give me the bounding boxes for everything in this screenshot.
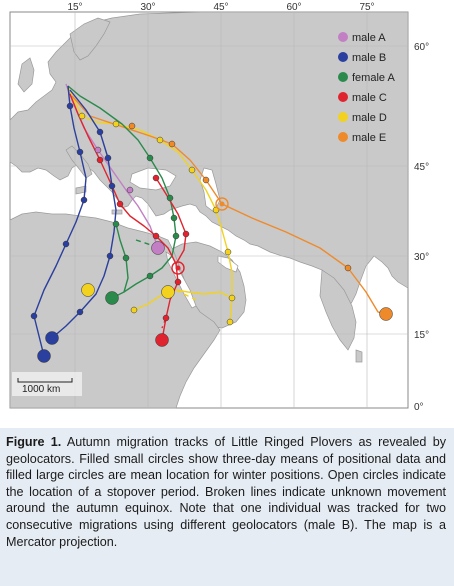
winter-male-d <box>82 284 95 297</box>
lon-label: 15° <box>67 2 83 13</box>
lon-label: 60° <box>286 2 302 13</box>
point-female-a <box>171 215 177 221</box>
point-male-b <box>77 149 83 155</box>
lat-label: 15° <box>414 330 430 341</box>
scale-bar <box>12 372 82 396</box>
caption-label: Figure 1. <box>6 435 62 449</box>
legend-marker <box>338 112 348 122</box>
stopover-male-c-inner <box>176 266 181 271</box>
point-male-c <box>153 233 159 239</box>
point-male-c <box>117 201 123 207</box>
point-male-e <box>169 141 175 147</box>
point-male-c <box>163 315 169 321</box>
longitude-labels <box>67 2 374 13</box>
winter-male-b-2 <box>46 332 59 345</box>
winter-female-a <box>106 292 119 305</box>
point-female-a <box>167 195 173 201</box>
point-male-c <box>175 279 181 285</box>
legend-marker <box>338 132 348 142</box>
point-male-b <box>97 129 103 135</box>
point-male-e <box>203 177 209 183</box>
point-female-a <box>147 273 153 279</box>
legend-marker <box>338 92 348 102</box>
point-male-d <box>227 319 233 325</box>
point-male-d <box>225 249 231 255</box>
point-male-a <box>95 147 101 153</box>
point-male-c <box>153 175 159 181</box>
point-male-d <box>113 121 119 127</box>
land-sri-lanka <box>356 350 362 362</box>
point-male-b <box>77 309 83 315</box>
lat-label: 30° <box>414 252 430 263</box>
lat-label: 0° <box>414 402 424 413</box>
legend-marker <box>338 52 348 62</box>
point-male-b <box>63 241 69 247</box>
point-male-e <box>129 123 135 129</box>
point-male-b <box>31 313 37 319</box>
point-male-b <box>107 253 113 259</box>
lon-label: 30° <box>140 2 156 13</box>
figure-caption <box>0 428 454 586</box>
point-female-a <box>113 221 119 227</box>
point-male-a <box>127 187 133 193</box>
legend-label: male D <box>352 112 387 124</box>
point-male-b <box>81 197 87 203</box>
scale-bar-label: 1000 km <box>22 384 61 395</box>
point-male-c <box>97 157 103 163</box>
winter-male-b-1 <box>38 350 51 363</box>
stopover-male-e-inner <box>220 202 225 207</box>
point-female-a <box>147 155 153 161</box>
point-male-b <box>105 155 111 161</box>
winter-male-c <box>156 334 169 347</box>
legend-marker <box>338 32 348 42</box>
point-female-a <box>123 255 129 261</box>
legend-label: male A <box>352 32 386 44</box>
point-male-d <box>229 295 235 301</box>
point-female-a <box>173 233 179 239</box>
lat-label: 60° <box>414 42 430 53</box>
legend-label: male E <box>352 132 387 144</box>
legend-label: male B <box>352 52 387 64</box>
latitude-labels <box>414 42 429 413</box>
legend-label: male C <box>352 92 387 104</box>
caption-text: Autumn migration tracks of Little Ringed Plovers as revealed by geolocators. Filled small circles show three-day means of positional data and filled large circles are mean location for winter positions. Open circles indicate the location of a stopover period. Broken lines indicate unknown movement around the autumn equinox. Note that one individual was tracked for two consecutive migrations using different geolocators (male B). The map is a Mercator projection. <box>6 435 447 549</box>
point-male-d <box>131 307 137 313</box>
winter-male-e <box>380 308 393 321</box>
legend-label: female A <box>352 72 395 84</box>
lat-label: 45° <box>414 162 430 173</box>
winter-male-a <box>152 242 165 255</box>
lon-label: 45° <box>213 2 229 13</box>
legend-marker <box>338 72 348 82</box>
point-male-b <box>109 183 115 189</box>
point-male-d <box>157 137 163 143</box>
lon-label: 75° <box>359 2 375 13</box>
point-male-c <box>183 231 189 237</box>
point-male-b <box>67 103 73 109</box>
winter-male-d-2 <box>162 286 175 299</box>
point-male-d <box>79 113 85 119</box>
point-male-e <box>345 265 351 271</box>
point-male-d <box>189 167 195 173</box>
